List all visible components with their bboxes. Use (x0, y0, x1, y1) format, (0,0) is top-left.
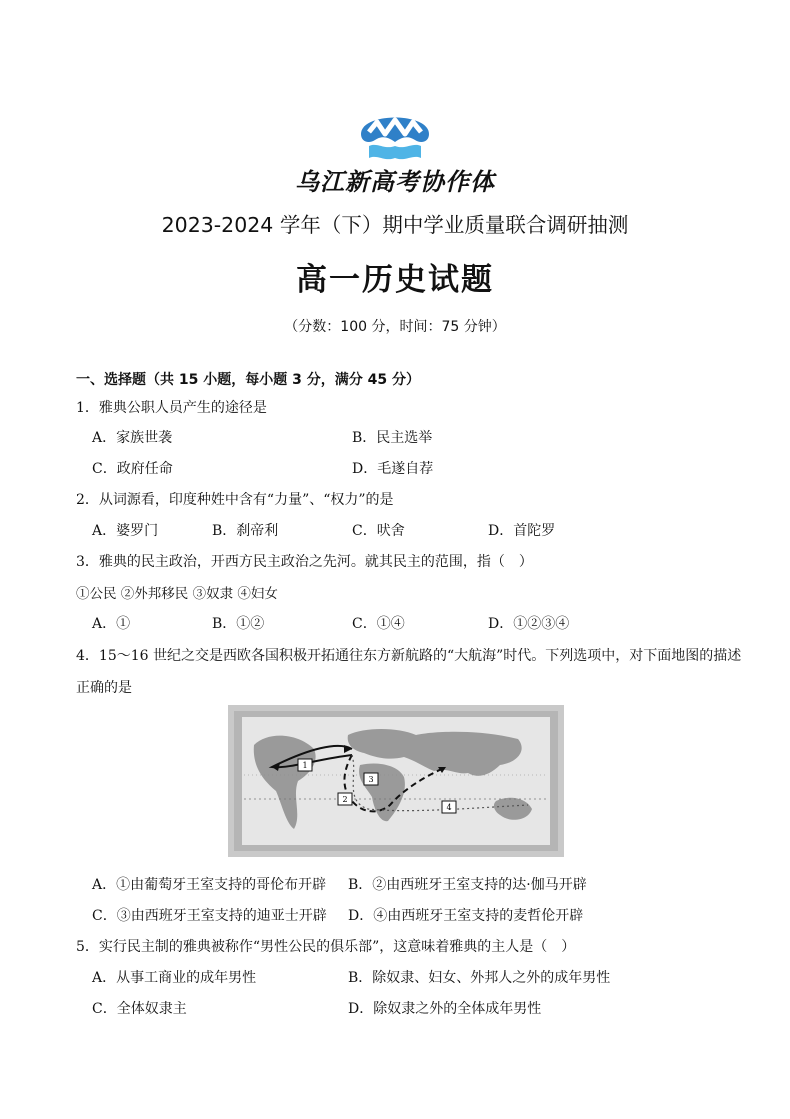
option-a: A．①由葡萄牙王室支持的哥伦布开辟 (92, 877, 327, 893)
option-c: C．政府任命 (92, 461, 173, 477)
option-a: A．婆罗门 (92, 523, 159, 539)
exam-subtitle: 2023-2024 学年（下）期中学业质量联合调研抽测 (161, 213, 629, 237)
option-d: D．毛遂自荐 (352, 461, 434, 477)
question-sub-items: ①公民 ②外邦移民 ③奴隶 ④妇女 (76, 586, 278, 602)
option-d: D．①②③④ (488, 616, 570, 632)
score-time-info: （分数：100 分，时间：75 分钟） (284, 319, 506, 335)
map-label-3: 3 (368, 775, 374, 784)
question-stem-continued: 正确的是 (76, 680, 132, 696)
option-b: B．②由西班牙王室支持的达·伽马开辟 (348, 877, 587, 893)
option-c: C．③由西班牙王室支持的迪亚士开辟 (92, 908, 327, 924)
option-c: C．全体奴隶主 (92, 1001, 187, 1017)
option-b: B．刹帝利 (212, 523, 279, 539)
question-stem: 5．实行民主制的雅典被称作“男性公民的俱乐部”，这意味着雅典的主人是（ ） (76, 939, 576, 955)
voyage-map (228, 705, 564, 857)
logo-icon (355, 104, 435, 164)
option-c: C．吠舍 (352, 523, 405, 539)
map-label-2: 2 (342, 795, 348, 804)
option-d: D．首陀罗 (488, 523, 556, 539)
question-stem: 1．雅典公职人员产生的途径是 (76, 400, 267, 416)
question-stem: 4．15～16 世纪之交是西欧各国积极开拓通往东方新航路的“大航海”时代。下列选项中，对下面地图的描述 (76, 648, 742, 664)
option-a: A．① (92, 616, 131, 632)
question-stem: 3．雅典的民主政治，开西方民主政治之先河。就其民主的范围，指（ ） (76, 554, 533, 570)
page-title: 高一历史试题 (296, 262, 494, 298)
logo-text: 乌江新高考协作体 (295, 168, 495, 196)
map-label-4: 4 (446, 803, 452, 812)
option-b: B．除奴隶、妇女、外邦人之外的成年男性 (348, 970, 611, 986)
question-stem: 2．从词源看，印度种姓中含有“力量”、“权力”的是 (76, 492, 394, 508)
option-b: B．①② (212, 616, 265, 632)
option-d: D．除奴隶之外的全体成年男性 (348, 1001, 542, 1017)
section-heading: 一、选择题（共 15 小题，每小题 3 分，满分 45 分） (76, 372, 420, 388)
option-a: A．从事工商业的成年男性 (92, 970, 257, 986)
option-b: B．民主选举 (352, 430, 433, 446)
option-c: C．①④ (352, 616, 405, 632)
option-d: D．④由西班牙王室支持的麦哲伦开辟 (348, 908, 584, 924)
option-a: A．家族世袭 (92, 430, 173, 446)
map-label-1: 1 (302, 761, 308, 770)
